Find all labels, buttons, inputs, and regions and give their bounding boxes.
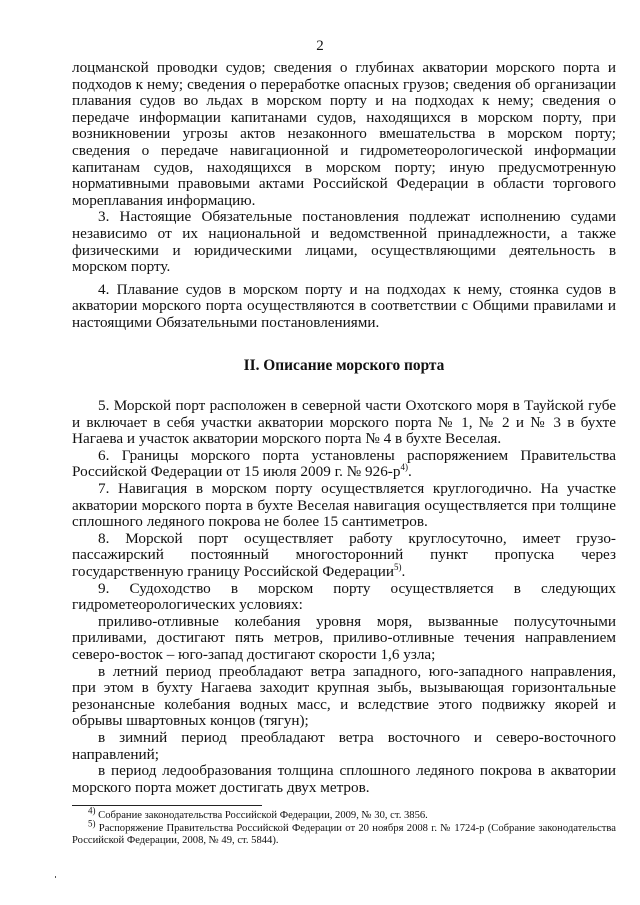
paragraph-5: 5. Морской порт расположен в северной части Охотского моря в Тауйской губе и включает в себя участки акватории морского порта № 1, № 2 и № 3 в бухте Нагаева и участок акватории морского порта № 4 в бухте Веселая. [72, 397, 616, 448]
document-body [72, 60, 616, 796]
condition-tides: приливо-отливные колебания уровня моря, вызванные полусуточными приливами, достигают пять метров, приливо-отливные течения направлением северо-восток – юго-запад достигают скорости 1,6 узла; [72, 612, 616, 663]
section-heading: II. Описание морского порта [243, 356, 445, 374]
footnote-5 [72, 818, 616, 848]
paragraph-8-text: 8. Морской порт осуществляет работу круглосуточно, имеет грузо-пассажирский постоянный многосторонний пункт пропуска через государственную границу Российской Федерации [72, 529, 616, 581]
footnote-5-text: Распоряжение Правительства Российской Федерации от 20 ноября 2008 г. № 1724-р (Собрание законодательства Российской Федерации, 2008, № 49, ст. 5844). [72, 822, 616, 847]
paragraph-9: 9. Судоходство в морском порту осуществляется в следующих гидрометеорологических условиях: [72, 579, 616, 614]
paragraph-6-end: . [407, 463, 412, 481]
footnote-separator [72, 805, 262, 806]
condition-ice: в период ледообразования толщина сплошного ледяного покрова в акватории морского порта может достигать двух метров. [72, 762, 616, 796]
paragraph-7: 7. Навигация в морском порту осуществляется круглогодично. На участке акватории морского порта в бухте Веселая навигация осуществляется при толщине сплошного ледяного покрова не более 15 сантиметров. [72, 480, 616, 531]
paragraph-3: 3. Настоящие Обязательные постановления подлежат исполнению судами независимо от их национальной и ведомственной принадлежности, а также физическими и юридическими лицами, осуществляющими деятельность в морском порту. [72, 208, 616, 276]
paragraph-6 [72, 448, 616, 481]
footnote-ref-4: 4) [400, 462, 408, 473]
condition-summer-winds: в летний период преобладают ветра западного, юго-западного направления, при этом в бухту Нагаева заходит крупная зыбь, вызывающая горизонтальные резонансные колебания водных масс, и вследствие этого подвижку якорей и обрывы швартовных концов (тягун); [72, 662, 616, 730]
paragraph-6-text: 6. Границы морского порта установлены распоряжением Правительства Российской Федерации от 15 июля 2009 г. № 926-р [72, 446, 616, 481]
paragraph-8 [72, 531, 616, 581]
footnote-ref-5: 5) [393, 561, 402, 572]
scan-speck [55, 876, 56, 878]
footnotes [72, 805, 616, 848]
footnote-4 [72, 805, 616, 823]
page-number: 2 [316, 38, 324, 54]
footnote-5-marker: 5) [88, 818, 96, 829]
paragraph-8-end: . [401, 563, 406, 581]
paragraph-4: 4. Плавание судов в морском порту и на подходах к нему, стоянка судов в акватории морского порта осуществляются в соответствии с Общими правилами и настоящими Обязательными постановлениями. [72, 280, 616, 331]
condition-winter-winds: в зимний период преобладают ветра восточного и северо-восточного направлений; [72, 728, 616, 763]
footnote-4-marker: 4) [88, 805, 96, 816]
paragraph-continuation: лоцманской проводки судов; сведения о глубинах акватории морского порта и подходов к нему; сведения о переработке опасных грузов; сведения об организации плавания судов во льдах в морском порту и на подходах к нему; сведения о передаче информации капитанами судов, находящихся в морском порту, при возникновении угрозы актов незаконного вмешательства в морском порту; сведения о передаче навигационной и гидрометеорологической информации капитанам судов, находящихся в морском порту; иную предусмотренную нормативными правовыми актами Российской Федерации в области торгового мореплавания информацию. [72, 59, 616, 209]
footnote-4-text: Собрание законодательства Российской Федерации, 2009, № 30, ст. 3856. [95, 810, 428, 821]
